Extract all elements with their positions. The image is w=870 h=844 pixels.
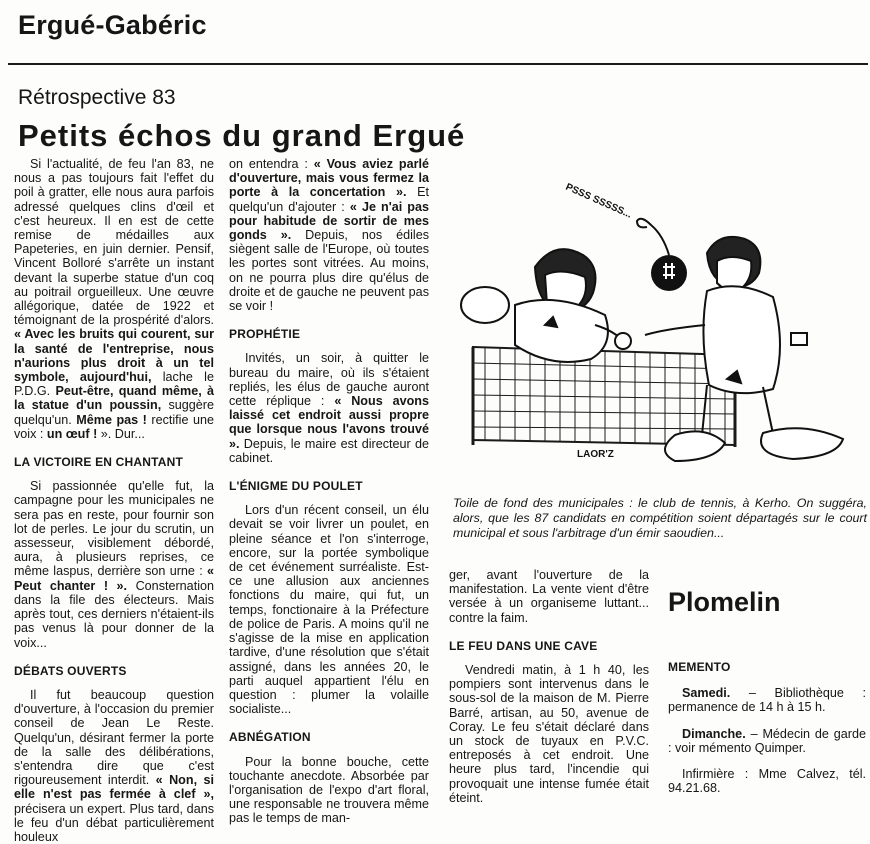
plomelin-memento <box>668 660 866 807</box>
intro-paragraph: Si l'actualité, de feu l'an 83, ne nous a pas toujours fait l'effet du poil à gratter, elle nous aura parfois adressé quelques clins d'œil et c'est heureux. Il en est de cette remise de médailles aux Papeteries, en juin dernier. Pensif, Vincent Bolloré s'arrête un instant devant la superbe statue d'un coq au poitrail orgueilleux. Une œuvre allégorique, datée de 1922 et témoignant de la prospérité d'alors. « Avec les bruits qui courent, sur la santé de l'entreprise, nous n'aurions plus droit à un tel symbole, aujourd'hui, lache le P.D.G. Peut-être, quand même, à la statue d'un poussin, suggère quelqu'un. Même pas ! rectifie une voix : un œuf ! ». Dur... <box>14 157 215 441</box>
article-column-3 <box>449 568 649 805</box>
subheading-feu: LE FEU DANS UNE CAVE <box>449 638 598 653</box>
left-player-figure <box>461 249 631 362</box>
subheading-abnegation: ABNÉGATION <box>229 730 311 745</box>
cartoon-sound-effect: PSSS SSSSS... <box>563 181 634 221</box>
debats-paragraph: Il fut beaucoup question d'ouverture, à l'occasion du premier conseil de Jean Le Reste. Quelqu'un, désirant fermer la porte de la salle des délibérations, s'entendra dire que c'est rigoureusement interdit. « Non, si elle n'est pas fermée à clef », précisera un expert. Plus tard, dans le feu d'un débat particulièrement houleux <box>14 687 214 844</box>
continuation-paragraph: on entendra : « Vous aviez parlé d'ouverture, mais vous fermez la porte à la concertation ». Et quelqu'un d'ajouter : « Je n'ai pas pour habitude de sortir de mes gonds ». Depuis, nos édiles siègent salle de l'Europe, où toutes les portes sont vitrées. Au moins, on ne pourra plus dire qu'élus de droite et de gauche ne peuvent pas se voir ! <box>229 157 429 314</box>
memento-infirmiere: Infirmière : Mme Calvez, tél. 94.21.68. <box>668 767 866 796</box>
column3-continuation: ger, avant l'ouverture de la manifestation. La vente vient d'être versée à un organiseme luttant... contre la faim. <box>449 568 649 625</box>
town-heading: Ergué-Gabéric <box>18 10 207 40</box>
cartoon-caption: Toile de fond des municipales : le club de tennis, à Kerho. On suggéra, alors, que les 87 candidats en compétition soient départagés sur le court municipal et sous l'arbitrage d'un émir saoudien... <box>453 496 867 540</box>
article-column-1 <box>14 157 214 844</box>
subheading-victoire: LA VICTOIRE EN CHANTANT <box>14 455 184 470</box>
abnegation-paragraph: Pour la bonne bouche, cette touchante anecdote. Absorbée par l'organisation de l'expo d'art floral, une responsable ne trouvera même pas le temps de man- <box>229 754 429 826</box>
memento-heading: MEMENTO <box>668 660 731 674</box>
section-kicker: Rétrospective 83 <box>18 86 176 109</box>
subheading-poulet: L'ÉNIGME DU POULET <box>229 479 363 494</box>
victoire-paragraph: Si passionnée qu'elle fut, la campagne pour les municipales ne sera pas en reste, pour fournir son lot de perles. Le jour du scrutin, un assesseur, visiblement débordé, aura, à plusieurs reprises, ce même laspus, derrière son urne : « Peut chanter ! ». Consternation dans la file des électeurs. Mais après tout, ces derniers n'étaient-ils pas venus là pour donner de la voix... <box>14 479 214 650</box>
cartoonist-signature: LAOR'Z <box>577 449 614 460</box>
article-column-2 <box>229 157 429 826</box>
tennis-cartoon <box>445 155 868 490</box>
feu-paragraph: Vendredi matin, à 1 h 40, les pompiers sont intervenus dans le sous-sol de la maison de M. Pierre Barré, artisan, au 50, avenue de Coray. Le feu s'était déclaré dans un stock de tuyaux en P.V.C. entreposés à cet endroit. Une heure plus tard, l'incendie qui provoquait une intense fumée était éteint. <box>449 663 649 805</box>
header-rule <box>8 63 868 65</box>
subheading-prophetie: PROPHÉTIE <box>229 327 301 342</box>
prophetie-paragraph: Invités, un soir, à quitter le bureau du maire, où ils s'étaient repliés, les élus de gauche auront cette réplique : « Nous avons laissé cet endroit aussi propre que lorsque nous l'avons trouvé ». Depuis, le maire est directeur de cabinet. <box>229 351 429 465</box>
memento-samedi: Samedi. – Bibliothèque : permanence de 14 h à 15 h. <box>668 686 866 715</box>
poulet-paragraph: Lors d'un récent conseil, un élu devait se voir livrer un poulet, en pleine séance et l'on s'interroge, encore, sur la portée symbolique de cet événement surréaliste. Est-ce une allusion aux anciennes fonctions du maire, qui fut, un temps, fonctionaire à la Préfecture de police de Paris. A moins qu'il ne s'agisse de la mise en application tardive, d'une résolution que s'était assigné, dans les années 20, le parti auquel appartient l'élu en question : plumer la volaille socialiste... <box>229 503 429 717</box>
plomelin-heading: Plomelin <box>668 587 781 617</box>
article-title: Petits échos du grand Ergué <box>18 118 466 153</box>
bomb-ball-icon <box>637 219 687 291</box>
subheading-debats: DÉBATS OUVERTS <box>14 663 127 678</box>
memento-dimanche: Dimanche. – Médecin de garde : voir mémento Quimper. <box>668 726 866 755</box>
